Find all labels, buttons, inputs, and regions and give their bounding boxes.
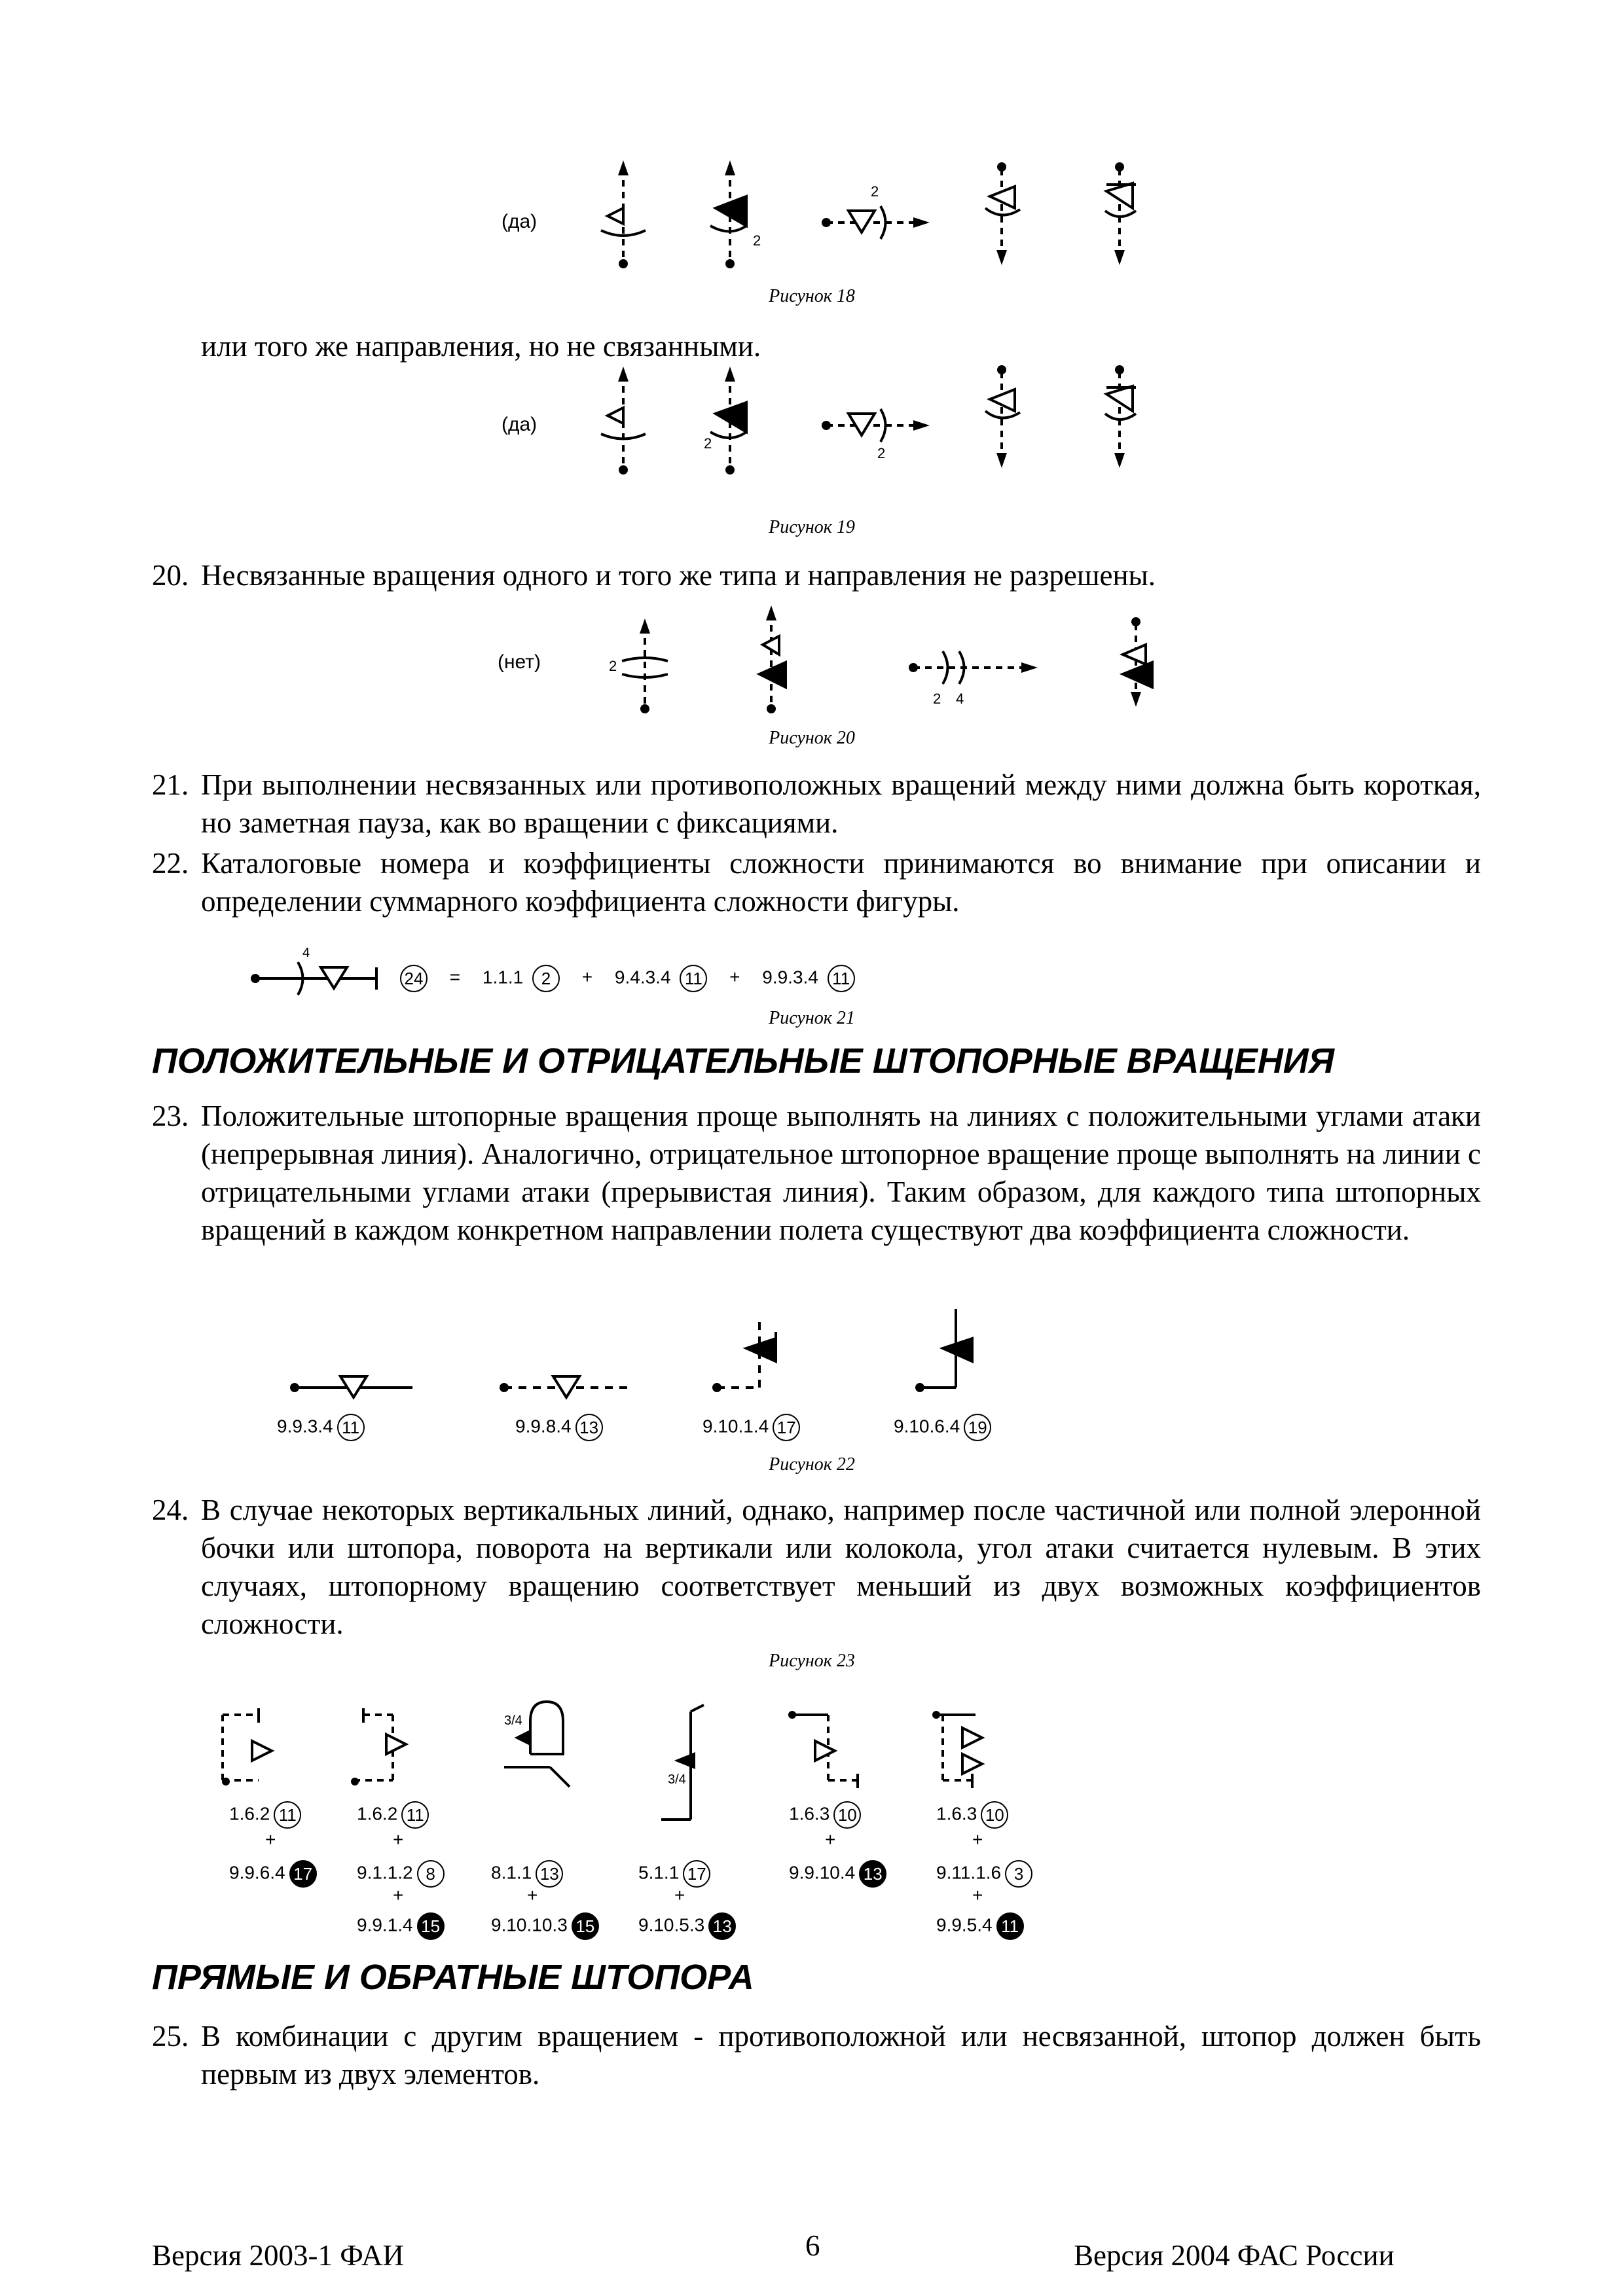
paragraph-23: 23. Положительные штопорные вращения проще выполнять на линиях с положительными углами атаки (непрерывная линия). Аналогично, отрицательное штопорное вращение проще выполнять на линии с отрицательными углами атаки (прерывистая линия). Таким образом, для каждого типа штопорных вращений в каждом конкретном направлении полета существуют два коэффициента сложности. — [152, 1100, 1481, 1246]
fig23-code: 8.1.1 13 — [491, 1860, 563, 1888]
fig23-plus: + — [972, 1885, 983, 1905]
fig21-formula: 24 = 1.1.1 2 + 9.4.3.4 11 + 9.9.3.4 11 — [396, 965, 855, 992]
fig23-code: 9.10.10.3 15 — [491, 1912, 599, 1940]
fig23-code: 1.6.3 10 — [789, 1801, 861, 1829]
fig23-plus: + — [527, 1885, 538, 1905]
svg-text:2: 2 — [753, 232, 761, 249]
fig22-item-2: 9.9.8.4 13 — [515, 1414, 603, 1441]
line-19: или того же направления, но не связанными. — [201, 330, 761, 363]
svg-text:3/4: 3/4 — [668, 1772, 686, 1787]
svg-text:2: 2 — [704, 435, 712, 452]
fig20-caption: Рисунок 20 — [769, 728, 855, 748]
paragraph-21: 21. При выполнении несвязанных или противоположных вращений между ними должна быть короткая, но заметная пауза, как во вращении с фиксациями. — [152, 768, 1481, 839]
fig22-item-3: 9.10.1.4 17 — [702, 1414, 800, 1441]
fig18-caption: Рисунок 18 — [769, 286, 855, 306]
svg-text:3/4: 3/4 — [504, 1713, 522, 1728]
fig23-code: 1.6.2 11 — [229, 1801, 301, 1829]
svg-text:2: 2 — [609, 658, 617, 674]
fig23-plus: + — [265, 1829, 276, 1850]
fig23-code: 1.6.2 11 — [357, 1801, 429, 1829]
fig23-code: 9.9.1.4 15 — [357, 1912, 445, 1940]
fig22-caption: Рисунок 22 — [769, 1454, 855, 1475]
heading-positive-negative: ПОЛОЖИТЕЛЬНЫЕ И ОТРИЦАТЕЛЬНЫЕ ШТОПОРНЫЕ ВРАЩЕНИЯ — [152, 1041, 1334, 1081]
fig23-caption: Рисунок 23 — [769, 1651, 855, 1671]
fig23-code: 9.1.1.2 8 — [357, 1860, 445, 1888]
svg-text:4: 4 — [302, 946, 310, 960]
heading-spins: ПРЯМЫЕ И ОБРАТНЫЕ ШТОПОРА — [152, 1958, 754, 1997]
paragraph-25: 25. В комбинации с другим вращением - противоположной или несвязанной, штопор должен быть первым из двух элементов. — [152, 2020, 1481, 2090]
fig20-label: (нет) — [498, 651, 541, 673]
fig23-plus: + — [393, 1829, 404, 1850]
fig21-caption: Рисунок 21 — [769, 1008, 855, 1028]
svg-text:2: 2 — [933, 691, 941, 707]
footer-left: Версия 2003-1 ФАИ — [152, 2239, 404, 2272]
fig23-code: 9.11.1.6 3 — [936, 1860, 1032, 1888]
total-coef: 24 — [400, 965, 428, 992]
page-number: 6 — [805, 2229, 820, 2262]
fig18-label: (да) — [501, 211, 538, 232]
fig23-plus: + — [674, 1885, 685, 1905]
fig23-plus: + — [825, 1829, 836, 1850]
paragraph-24: 24. В случае некоторых вертикальных линий, однако, например после частичной или полной элеронной бочки или штопора, поворота на вертикали или колокола, угол атаки считается нулевым. В этих случаях, штопорному вращению соответствует меньший из двух возможных коэффициентов сложности. — [152, 1494, 1481, 1640]
svg-text:2: 2 — [871, 183, 879, 200]
fig23-code: 9.10.5.3 13 — [638, 1912, 736, 1940]
fig22-item-1: 9.9.3.4 11 — [277, 1414, 365, 1441]
fig23-code: 9.9.10.4 13 — [789, 1860, 886, 1888]
fig23-plus: + — [393, 1885, 404, 1905]
svg-text:2: 2 — [877, 445, 886, 461]
fig23-code: 9.9.5.4 11 — [936, 1912, 1024, 1940]
paragraph-20: 20. Несвязанные вращения одного и того же типа и направления не разрешены. — [152, 559, 1156, 592]
fig23-code: 9.9.6.4 17 — [229, 1860, 317, 1888]
fig19-label: (да) — [501, 414, 538, 435]
fig19-caption: Рисунок 19 — [769, 517, 855, 537]
fig22-item-4: 9.10.6.4 19 — [894, 1414, 991, 1441]
fig23-code: 5.1.1 17 — [638, 1860, 710, 1888]
svg-text:4: 4 — [956, 691, 964, 707]
fig23-code: 1.6.3 10 — [936, 1801, 1008, 1829]
paragraph-22: 22. Каталоговые номера и коэффициенты сложности принимаются во внимание при описании и определении суммарного коэффициента сложности фигуры. — [152, 847, 1481, 918]
fig23-plus: + — [972, 1829, 983, 1850]
footer-right: Версия 2004 ФАС России — [1074, 2239, 1395, 2272]
